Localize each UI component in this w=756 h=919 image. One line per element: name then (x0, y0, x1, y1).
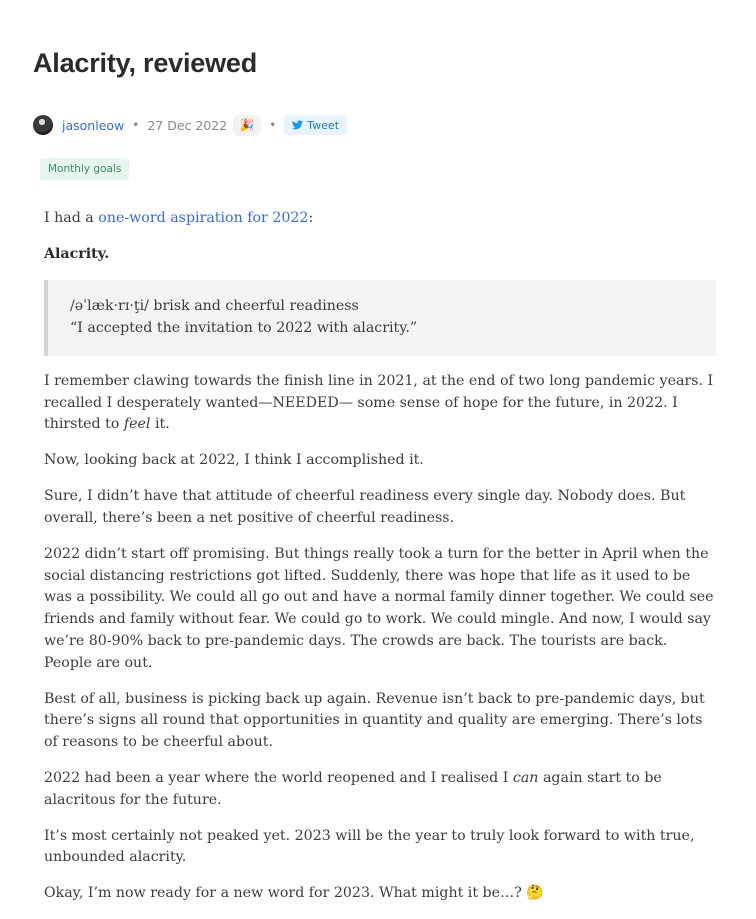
celebrate-button[interactable] (233, 115, 261, 136)
paragraph: I had a one-word aspiration for 2022: (44, 210, 314, 226)
party-popper-icon: 🎉 (239, 118, 255, 132)
post-body (44, 208, 716, 919)
definition-quote (44, 280, 716, 356)
paragraph: Sure, I didn’t have that attitude of cheerful readiness every single day. Nobody does. But overall, there’s been a net positive of cheerful readiness. (44, 488, 686, 527)
meta-separator: • (132, 118, 140, 132)
paragraph (44, 244, 716, 266)
paragraph: It’s most certainly not peaked yet. 2023 will be the year to truly look forward to with true, unbounded alacrity. (44, 827, 695, 866)
thinking-face-icon: 🤔 (526, 885, 545, 902)
avatar[interactable] (33, 115, 53, 135)
post-meta (33, 113, 347, 137)
quote-line: “I accepted the invitation to 2022 with alacrity.” (70, 319, 418, 336)
post-date: 27 Dec 2022 (147, 117, 228, 133)
twitter-bird-icon (292, 120, 303, 130)
quote-line: /əˈlæk·rɪ·ţi/ brisk and cheerful readiness (70, 298, 359, 314)
tag-monthly-goals[interactable]: Monthly goals (40, 158, 129, 180)
aspiration-link[interactable]: one-word aspiration for 2022 (98, 210, 309, 226)
paragraph: Best of all, business is picking back up again. Revenue isn’t back to pre-pandemic days, but there’s signs all round that opportunities in quantity and quality are emerging. There’s lots of reasons to be cheerful about. (44, 690, 705, 750)
highlight-word: Alacrity. (44, 246, 110, 262)
paragraph: 2022 had been a year where the world reopened and I realised I can again start to be alacritous for the future. (44, 769, 662, 808)
paragraph: I remember clawing towards the finish line in 2021, at the end of two long pandemic years. I recalled I desperately wanted—NEEDED— some sense of hope for the future, in 2022. I thirsted to feel it. (44, 372, 714, 433)
meta-separator: • (269, 118, 277, 132)
tweet-label: Tweet (307, 118, 340, 132)
paragraph: Okay, I’m now ready for a new word for 2023. What might it be…? 🤔 (44, 885, 545, 902)
author-link[interactable]: jasonleow (62, 117, 125, 133)
tweet-button[interactable] (284, 115, 347, 135)
paragraph: Now, looking back at 2022, I think I accomplished it. (44, 452, 424, 469)
post-title: Alacrity, reviewed (33, 48, 258, 78)
paragraph: 2022 didn’t start off promising. But things really took a turn for the better in April when the social distancing restrictions got lifted. Suddenly, there was hope that life as it used to be was a possibility. We could all go out and have a normal family dinner together. We could see friends and family without fear. We could go to work. We could mingle. And now, I would say we’re 80-90% back to pre-pandemic days. The crowds are back. The tourists are back. People are out. (44, 546, 714, 671)
